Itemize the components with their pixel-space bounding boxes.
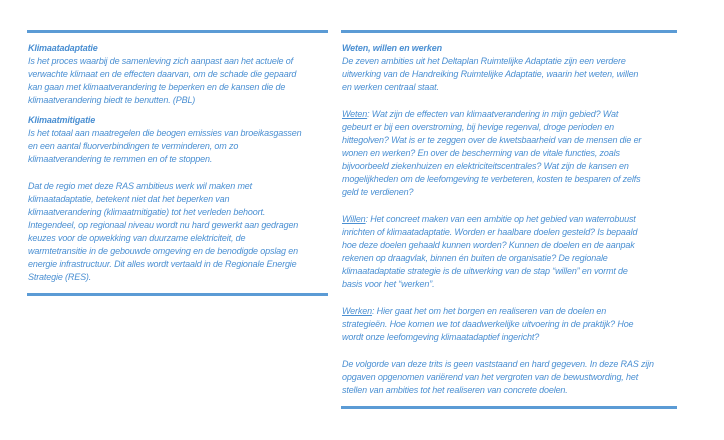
text-line: hoe deze doelen gehaald kunnen worden? Kunnen de doelen en de aanpak (342, 240, 635, 250)
paragraph (342, 42, 654, 94)
text-line: bijvoorbeeld ziekenhuizen en elektriciteitscentrales? Wat zijn de kansen en (342, 161, 629, 171)
paragraph (342, 358, 654, 397)
underlined-term: Werken (342, 306, 372, 316)
text-line: strategieën. Hoe komen we tot daadwerkelijke uitvoering in de praktijk? Hoe (342, 319, 634, 329)
paragraph-heading: Klimaatmitigatie (28, 115, 96, 125)
text-line: geld te verdienen? (342, 187, 414, 197)
text-line: mogelijkheden om de leefomgeving te verbeteren, kosten te besparen of zelfs (342, 174, 641, 184)
text-line: basis voor het “werken”. (342, 279, 435, 289)
left-text-box (27, 30, 328, 296)
text-line: inrichten of klimaatadaptatie. Worden er haalbare doelen gesteld? Is bepaald (342, 227, 638, 237)
paragraph (342, 213, 654, 291)
paragraph (342, 108, 654, 199)
text-line: klimaatadaptatie strategie is de uitwerking van de stap “willen” en vormt de (342, 266, 628, 276)
text-line: wonen en werken? En over de bescherming van de vitale functies, zoals (342, 148, 620, 158)
text-line: warmtetransitie in de gebouwde omgeving en de benodigde opslag en (28, 246, 298, 256)
text-line (342, 213, 654, 226)
right-content (342, 42, 654, 397)
text-line-rest: : Wat zijn de effecten van klimaatverandering in mijn gebied? Wat (367, 109, 619, 119)
text-line: hittegolven? Wat is er te zeggen over de kwetsbaarheid van de mensen die er (342, 135, 642, 145)
text-line-rest: : Het concreet maken van een ambitie op het gebied van waterrobuust (365, 214, 636, 224)
text-line (342, 108, 654, 121)
text-line: en werken centraal staat. (342, 82, 439, 92)
paragraph (342, 305, 654, 344)
text-line: energie infrastructuur. Dit alles wordt vertaald in de Regionale Energie (28, 259, 297, 269)
text-line: opgaven opgenomen variërend van het vergroten van de bewustwording, het (342, 372, 639, 382)
paragraph (28, 42, 301, 107)
text-line-rest: : Hier gaat het om het borgen en realiseren van de doelen en (371, 306, 607, 316)
underlined-term: Weten (342, 109, 368, 119)
underlined-term: Willen (342, 214, 366, 224)
text-line: kan gaan met klimaatverandering te beperken en de kansen die de (28, 82, 286, 92)
text-line: stellen van ambities tot het realiseren van concrete doelen. (342, 385, 568, 395)
text-line: keuzes voor de opwekking van duurzame elektriciteit, de (28, 233, 246, 243)
text-line: klimaatverandering te remmen en of te stoppen. (28, 154, 213, 164)
text-line: verwachte klimaat en de effecten daarvan, om de schade die gepaard (28, 69, 297, 79)
text-line: De volgorde van deze trits is geen vaststaand en hard gegeven. In deze RAS zijn (342, 359, 654, 369)
text-line: Is het totaal aan maatregelen die beogen emissies van broeikasgassen (28, 128, 302, 138)
text-line: en een aantal fluorverbindingen te verminderen, om zo (28, 141, 239, 151)
paragraph (28, 180, 301, 284)
text-line: Integendeel, op regionaal niveau wordt nu hard gewerkt aan gedragen (28, 220, 299, 230)
text-line: klimaatverandering (klimaatmitigatie) tot het verleden behoort. (28, 207, 266, 217)
right-text-box (341, 30, 677, 409)
text-line: rekenen op draagvlak, binnen én buiten de organisatie? De regionale (342, 253, 608, 263)
text-line: De zeven ambities uit het Deltaplan Ruimtelijke Adaptatie zijn een verdere (342, 56, 626, 66)
text-line: gebeurt er bij een overstroming, bij hevige regenval, droge perioden en (342, 122, 615, 132)
text-line: Is het proces waarbij de samenleving zich aanpast aan het actuele of (28, 56, 293, 66)
text-line: Strategie (RES). (28, 272, 92, 282)
left-content (28, 42, 301, 284)
paragraph-heading: Klimaatadaptatie (28, 43, 98, 53)
text-line: Dat de regio met deze RAS ambitieus werk wil maken met (28, 181, 252, 191)
text-line: uitwerking van de Handreiking Ruimtelijke Adaptatie, waarin het weten, willen (342, 69, 639, 79)
paragraph-heading: Weten, willen en werken (342, 43, 442, 53)
text-line: klimaatadaptatie, betekent niet dat het beperken van (28, 194, 230, 204)
text-line: wordt onze leefomgeving klimaatadaptief ingericht? (342, 332, 540, 342)
text-line (342, 305, 654, 318)
text-line: klimaatverandering biedt te benutten. (PBL) (28, 95, 196, 105)
paragraph (28, 114, 301, 166)
